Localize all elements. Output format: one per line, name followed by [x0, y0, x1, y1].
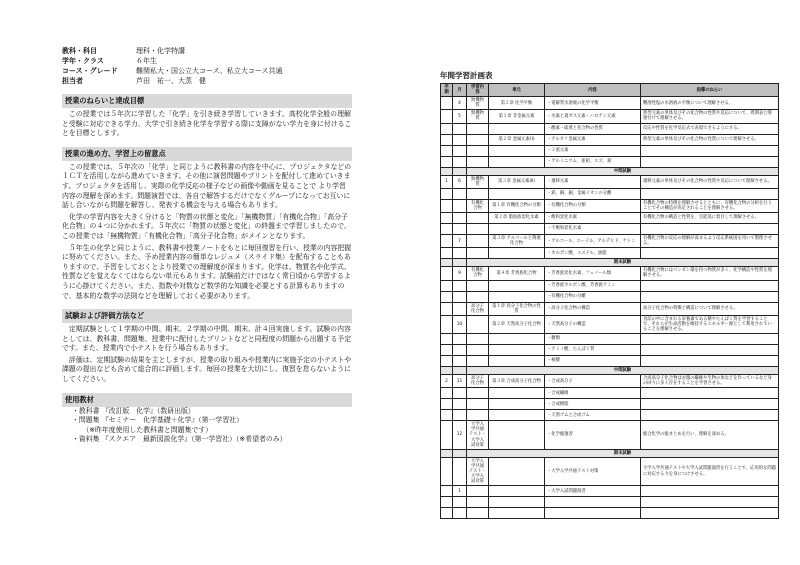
cell-term — [441, 388, 453, 399]
table-row — [441, 291, 779, 302]
table-row — [441, 508, 779, 519]
cell-aim — [641, 224, 779, 235]
cell-content: ・アルコール、エーテル、アルデヒド、ケトン — [545, 235, 641, 248]
cell-term — [441, 302, 453, 315]
cell-unit: 第２章 金属元素(Ⅰ) — [489, 134, 545, 145]
cell-unit — [489, 291, 545, 302]
cell-unit: 第１章 高分子化合物の性質 — [489, 302, 545, 315]
material-item: （※昨年度使用した教科書と問題集です） — [72, 425, 213, 434]
cell-aim: 食品の中に含まれる栄養素である糖やたんぱく質を学習することで、それらが生命活動を維持するエネルギー源として利用されていることを理解させる。 — [641, 315, 779, 333]
cell-term — [441, 224, 453, 235]
cell-month: 11 — [453, 375, 467, 388]
cell-content: ・大学入学共通テスト対策 — [545, 457, 641, 485]
table-row — [441, 280, 779, 291]
table-row — [441, 199, 779, 212]
cell-unit — [489, 344, 545, 355]
cell-term — [441, 188, 453, 199]
cell-content: ・カルボン酸、エステル、油脂 — [545, 248, 641, 259]
cell-aim: 有機化合物の構造と性質を、官能基に着目して理解させる。 — [641, 213, 779, 224]
cell-subject — [467, 344, 489, 355]
meta-value: 理科・化学特講 — [136, 47, 185, 55]
cell-subject: 大学入学共通テスト・大学入試対策 — [467, 421, 489, 449]
exam-label: 期末試験 — [467, 449, 779, 457]
cell-subject: 有機化合物 — [467, 199, 489, 212]
cell-month — [453, 213, 467, 224]
cell-month — [453, 457, 467, 485]
cell-month — [453, 248, 467, 259]
cell-content: ・天然ゴムと合成ゴム — [545, 410, 641, 421]
cell-unit — [489, 388, 545, 399]
cell-term — [441, 457, 453, 485]
cell-content: ・酸素・硫黄と化合物の性質 — [545, 123, 641, 134]
meta-value: 難関私大・国公立大コース、私立大コース共通 — [136, 67, 283, 75]
cell-aim — [641, 508, 779, 519]
cell-term — [441, 366, 453, 374]
cell-aim: 合成高分子化合物は衣服の繊維や生物の体などを作っているなど身の回りに多く存在することを学習させる。 — [641, 375, 779, 388]
cell-subject — [467, 134, 489, 145]
cell-unit: 第１章 有機化合物の分類 — [489, 199, 545, 212]
cell-term — [441, 134, 453, 145]
meta-row — [62, 76, 362, 86]
section-paragraph: この授業では５年次に学習した「化学」を引き続き学習していきます。高校化学全般の理解と受験に対応できる学力、大学で引き続き化学を学習する際に支障がない学力を身に付けることを目標とします。 — [62, 110, 352, 138]
cell-aim — [641, 399, 779, 410]
section-paragraph: 評価は、定期試験の結果を主としますが、授業の取り組みや授業内に実施予定の小テストや課題の提出なども含めて総合的に評価します。毎回の授業を大切にし、復習を怠らないようにしてください。 — [62, 355, 352, 384]
exam-row — [441, 259, 779, 267]
table-row — [441, 457, 779, 485]
cell-month — [453, 167, 467, 175]
section-paragraph: この授業では、５年次の「化学」と同じように教科書の内容を中心に、プロジェクタなどのＩＣＴを活用しながら進めていきます。その他に演習問題やプリントを配付して進めていきます。プロジェクタを活用し、実際の化学反応の様子などの画像や動画を見ることで より学習内容の理解を深めます。問題演習では、各自で解答するだけでなくグループになってお互いに話し合いながら問題を解答し、発表する機会を与える場合もあります。 — [62, 162, 352, 210]
table-row — [441, 388, 779, 399]
cell-month: 10 — [453, 315, 467, 333]
table-body — [441, 97, 779, 519]
cell-unit — [489, 248, 545, 259]
cell-month — [453, 508, 467, 519]
cell-aim: 典型元素の単体及びその化合物の性質や反応について、周期表と関連付けて理解させる。 — [641, 110, 779, 123]
cell-content: ・電解質水溶液の化学平衡 — [545, 97, 641, 110]
section-paragraph: 定期試験として１学期の中間、期末、２学期の中間、期末、計４回実施します。試験の内容としては、教科書、問題集、授業中に配付したプリントなどと同程度の問題から出題する予定です。また、授業内で小テストを行う場合もあります。 — [62, 325, 352, 353]
table-row — [441, 315, 779, 333]
table-row — [441, 421, 779, 449]
cell-term — [441, 291, 453, 302]
meta-row — [62, 46, 362, 56]
cell-aim — [641, 333, 779, 344]
cell-subject — [467, 280, 489, 291]
table-row — [441, 97, 779, 110]
cell-term — [441, 97, 453, 110]
cell-term — [441, 315, 453, 333]
meta-value: 芦田 祐一、大蒸 健 — [136, 77, 206, 85]
cell-unit — [489, 410, 545, 421]
cell-aim: 反応や性質を化学反応式で表現できるようにする。 — [641, 123, 779, 134]
cell-subject — [467, 410, 489, 421]
meta-row — [62, 56, 362, 66]
section-heading: 授業の進め方、学習上の留意点 — [62, 147, 352, 161]
exam-row — [441, 366, 779, 374]
table-row — [441, 486, 779, 497]
cell-month: 7 — [453, 235, 467, 248]
cell-term — [441, 421, 453, 449]
cell-month: 1 — [453, 486, 467, 497]
meta-row — [62, 66, 362, 76]
cell-month — [453, 188, 467, 199]
cell-content: ・合成高分子 — [545, 375, 641, 388]
cell-term — [441, 280, 453, 291]
section-paragraph: 化学の学習内容を大きく分けると「物質の状態と変化」「無機物質」「有機化合物」「高分子化合物」の４つに分かれます。５年次に「物質の状態と変化」の終盤まで学習しましたので、この授業では「無機物質」「有機化合物」「高分子化合物」がメインとなります。 — [62, 212, 351, 240]
cell-content: ・アミノ酸、たんぱく質 — [545, 344, 641, 355]
cell-content: ・アルカリ金属元素 — [545, 134, 641, 145]
cell-month — [453, 366, 467, 374]
cell-aim — [641, 486, 779, 497]
cell-month — [453, 156, 467, 167]
cell-subject — [467, 388, 489, 399]
cell-term — [441, 235, 453, 248]
section-heading: 授業のねらいと達成目標 — [62, 94, 352, 108]
cell-term — [441, 344, 453, 355]
material-item: ・問題集 『セミナー 化学基礎＋化学』（第一学習社） — [72, 416, 244, 425]
material-item: ・資料集 『スクエア 最新図説化学』（第一学習社）（※希望者のみ） — [72, 435, 287, 444]
column-header: 指導のねらい — [641, 84, 779, 97]
cell-content: ・核酸 — [545, 355, 641, 366]
cell-term — [441, 399, 453, 410]
cell-month: 12 — [453, 421, 467, 449]
cell-aim — [641, 497, 779, 508]
column-header: 内容 — [545, 84, 641, 97]
cell-subject — [467, 497, 489, 508]
cell-month — [453, 344, 467, 355]
cell-unit: 第３章 アルコールと関連化合物 — [489, 235, 545, 248]
cell-unit: 第３章 金属元素(Ⅱ) — [489, 175, 545, 188]
cell-aim — [641, 388, 779, 399]
column-header: 学習内容 — [467, 84, 489, 97]
cell-content: ・有機化合物の分類 — [545, 199, 641, 212]
table-row — [441, 188, 779, 199]
course-meta — [62, 46, 362, 86]
exam-label: 期末試験 — [467, 259, 779, 267]
exam-row — [441, 167, 779, 175]
cell-month — [453, 224, 467, 235]
cell-unit: 第１章 非金属元素 — [489, 110, 545, 123]
table-row — [441, 175, 779, 188]
cell-content: ・鉄、銅、銀、金属イオンの分離 — [545, 188, 641, 199]
cell-aim: 有機化合物の特徴を理解させるとともに、有機化合物の分析を行うことでその構造が決定されることを理解させる。 — [641, 199, 779, 212]
cell-month — [453, 280, 467, 291]
cell-subject — [467, 188, 489, 199]
cell-aim — [641, 291, 779, 302]
cell-subject: 高分子化合物 — [467, 375, 489, 388]
cell-aim — [641, 280, 779, 291]
cell-unit: 第３章 合成高分子化合物 — [489, 375, 545, 388]
cell-content: ・大学入試問題演習 — [545, 486, 641, 497]
cell-subject — [467, 235, 489, 248]
cell-month: 5 — [453, 110, 467, 123]
cell-unit: 第４章 芳香族化合物 — [489, 267, 545, 280]
section-heading: 使用教材 — [62, 393, 352, 407]
cell-aim — [641, 355, 779, 366]
plan-title: 年間学習計画表 — [440, 71, 493, 80]
table-row — [441, 134, 779, 145]
table-row — [441, 333, 779, 344]
cell-subject — [467, 213, 489, 224]
cell-unit — [489, 156, 545, 167]
cell-term — [441, 449, 453, 457]
table-row — [441, 110, 779, 123]
cell-month — [453, 388, 467, 399]
cell-month — [453, 449, 467, 457]
cell-month — [453, 333, 467, 344]
table-row — [441, 145, 779, 156]
cell-subject — [467, 315, 489, 333]
cell-aim: 難溶性塩の水溶液の平衡について理解させる。 — [641, 97, 779, 110]
meta-key: 担当者 — [62, 77, 83, 85]
cell-subject — [467, 248, 489, 259]
cell-subject: 無機物質 — [467, 97, 489, 110]
cell-aim — [641, 188, 779, 199]
table-row — [441, 213, 779, 224]
table-row — [441, 410, 779, 421]
cell-unit — [489, 508, 545, 519]
table-row — [441, 235, 779, 248]
cell-subject — [467, 399, 489, 410]
cell-term — [441, 248, 453, 259]
cell-term: 2 — [441, 375, 453, 388]
meta-key: 教科・科目 — [62, 47, 97, 55]
cell-unit: 第２章 化学平衡 — [489, 97, 545, 110]
cell-unit — [489, 123, 545, 134]
table-row — [441, 497, 779, 508]
cell-content: ・糖類 — [545, 333, 641, 344]
cell-term — [441, 497, 453, 508]
cell-subject: 高分子化合物 — [467, 302, 489, 315]
cell-content: ・不飽和炭化水素 — [545, 224, 641, 235]
cell-content: ・化学総復習 — [545, 421, 641, 449]
cell-month — [453, 497, 467, 508]
cell-unit — [489, 145, 545, 156]
cell-term — [441, 123, 453, 134]
cell-month — [453, 302, 467, 315]
cell-term — [441, 355, 453, 366]
cell-subject — [467, 224, 489, 235]
cell-aim — [641, 248, 779, 259]
cell-unit — [489, 421, 545, 449]
cell-term — [441, 213, 453, 224]
column-header: 月 — [453, 84, 467, 97]
cell-subject — [467, 145, 489, 156]
cell-aim: 総合化学の総まとめを行い、理解を深める。 — [641, 421, 779, 449]
cell-month — [453, 199, 467, 212]
table-row — [441, 267, 779, 280]
cell-unit — [489, 355, 545, 366]
cell-term — [441, 410, 453, 421]
cell-term — [441, 110, 453, 123]
exam-label: 中間試験 — [467, 366, 779, 374]
table-row — [441, 302, 779, 315]
cell-subject: 大学入学共通テスト・大学入試対策 — [467, 457, 489, 485]
table-row — [441, 399, 779, 410]
cell-content: ・２族元素 — [545, 145, 641, 156]
cell-content: ・芳香族カルボン酸、芳香族アミン — [545, 280, 641, 291]
cell-unit: 第２章 脂肪族炭化水素 — [489, 213, 545, 224]
cell-subject — [467, 508, 489, 519]
cell-content: ・水素と貴ガス元素・ハロゲン元素 — [545, 110, 641, 123]
cell-aim: 有機化合物にはベンゼン環を持つ物質が多く、化学構造や性質を理解させる。 — [641, 267, 779, 280]
cell-aim: 高分子化合物の特徴と構造について理解させる。 — [641, 302, 779, 315]
cell-content: ・有機化合物の分離 — [545, 291, 641, 302]
cell-term — [441, 259, 453, 267]
cell-content: ・合成樹脂 — [545, 399, 641, 410]
cell-term — [441, 156, 453, 167]
exam-row — [441, 449, 779, 457]
table-row — [441, 123, 779, 134]
column-header: 学期 — [441, 84, 453, 97]
meta-value: ６年生 — [136, 57, 157, 65]
cell-term — [441, 333, 453, 344]
table-row — [441, 375, 779, 388]
cell-term — [441, 167, 453, 175]
cell-content: ・アルミニウム、亜鉛、スズ、鉛 — [545, 156, 641, 167]
cell-term: 1 — [441, 175, 453, 188]
cell-month — [453, 145, 467, 156]
meta-key: 学年・クラス — [62, 57, 104, 65]
cell-term — [441, 267, 453, 280]
cell-aim: 大学入学共通テストや大学入試問題演習を行うことで、応用的な問題に対応する力を身につけさせる。 — [641, 457, 779, 485]
cell-subject: 無機物質 — [467, 110, 489, 123]
cell-subject — [467, 291, 489, 302]
cell-content: ・飽和炭化水素 — [545, 213, 641, 224]
cell-term — [441, 199, 453, 212]
cell-term — [441, 508, 453, 519]
cell-content — [545, 497, 641, 508]
syllabus-sections — [62, 94, 362, 445]
cell-month — [453, 123, 467, 134]
cell-subject — [467, 486, 489, 497]
syllabus-page — [62, 46, 362, 445]
cell-content — [545, 508, 641, 519]
cell-subject — [467, 355, 489, 366]
table-row — [441, 156, 779, 167]
annual-plan-page — [440, 70, 778, 519]
cell-subject — [467, 333, 489, 344]
cell-aim: 典型元素の単体及びその化合物の性質について理解させる。 — [641, 134, 779, 145]
cell-aim — [641, 156, 779, 167]
cell-aim: 遷移元素の単体及びその化合物の性質や反応について理解させる。 — [641, 175, 779, 188]
cell-unit — [489, 399, 545, 410]
cell-subject — [467, 123, 489, 134]
cell-aim — [641, 344, 779, 355]
cell-unit — [489, 188, 545, 199]
section-paragraph: ５年生の化学と同じように、教科書や授業ノートをもとに毎回復習を行い、授業の内容把握に努めてください。また、予め授業内容の簡単なレジュメ（スライド集）を配布することもありますので、予習をしておくとより授業での理解度が深まります。化学は、物質名や化学式、性質などを覚えなくてはならない単元もあります。試験前だけではなく常日頃から学習するように心掛けてください。また、指数や対数など数学的な知識を必要とする計算もありますので、基本的な数学の法則などを理解しておく必要があります。 — [62, 243, 352, 300]
cell-unit — [489, 280, 545, 291]
cell-content: ・芳香族炭化水素、フェノール類 — [545, 267, 641, 280]
exam-label: 中間試験 — [467, 167, 779, 175]
cell-unit: 第２章 天然高分子化合物 — [489, 315, 545, 333]
cell-unit — [489, 486, 545, 497]
cell-subject — [467, 156, 489, 167]
cell-content: ・高分子化合物の構造 — [545, 302, 641, 315]
cell-month: 9 — [453, 267, 467, 280]
table-row — [441, 355, 779, 366]
section-heading: 試験および評価方法など — [62, 309, 352, 323]
annual-plan-table — [440, 83, 779, 519]
cell-unit — [489, 224, 545, 235]
table-header-row — [441, 84, 779, 97]
cell-unit — [489, 497, 545, 508]
cell-aim — [641, 410, 779, 421]
cell-aim — [641, 145, 779, 156]
cell-unit — [489, 333, 545, 344]
material-item: ・教科書 『改訂版 化学』（数研出版） — [72, 406, 195, 415]
cell-subject: 有機化合物 — [467, 267, 489, 280]
cell-month — [453, 134, 467, 145]
cell-content: ・天然高分子の構造 — [545, 315, 641, 333]
cell-term — [441, 486, 453, 497]
cell-month — [453, 399, 467, 410]
cell-month: 4 — [453, 97, 467, 110]
cell-month — [453, 410, 467, 421]
cell-month — [453, 291, 467, 302]
cell-month: 6 — [453, 175, 467, 188]
cell-month — [453, 259, 467, 267]
table-row — [441, 344, 779, 355]
table-row — [441, 224, 779, 235]
cell-term — [441, 145, 453, 156]
column-header: 単元 — [489, 84, 545, 97]
cell-content: ・合成繊維 — [545, 388, 641, 399]
meta-key: コース・グレード — [62, 67, 118, 75]
table-row — [441, 248, 779, 259]
cell-aim: 有機化合物の反応の理解が深まるよう反応系統図を用いて整理させる。 — [641, 235, 779, 248]
cell-subject: 無機物質 — [467, 175, 489, 188]
cell-month — [453, 355, 467, 366]
cell-unit — [489, 457, 545, 485]
cell-content: ・遷移元素 — [545, 175, 641, 188]
